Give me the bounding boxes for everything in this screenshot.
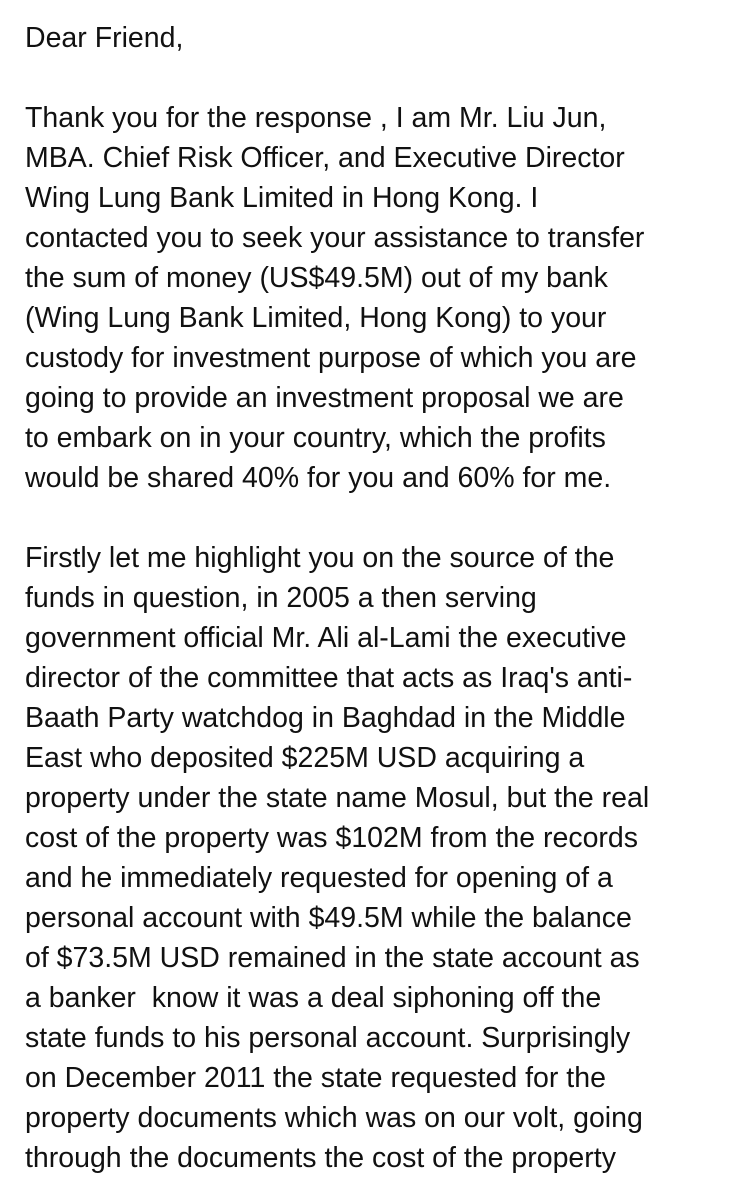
paragraph-gap — [25, 58, 737, 98]
paragraph-line: through the documents the cost of the property — [25, 1142, 616, 1174]
paragraph-line: and he immediately requested for opening of a — [25, 862, 613, 894]
email-greeting: Dear Friend, — [25, 22, 184, 54]
paragraph-line: East who deposited $225M USD acquiring a — [25, 742, 585, 774]
paragraph-line: Wing Lung Bank Limited in Hong Kong. I — [25, 182, 539, 214]
paragraph-line: personal account with $49.5M while the balance — [25, 902, 632, 934]
paragraph-gap — [25, 498, 737, 538]
paragraph-line: contacted you to seek your assistance to transfer — [25, 222, 645, 254]
paragraph-line: funds in question, in 2005 a then serving — [25, 582, 537, 614]
paragraph-line: (Wing Lung Bank Limited, Hong Kong) to your — [25, 302, 607, 334]
paragraph-line: property under the state name Mosul, but the real — [25, 782, 650, 814]
paragraph-line: Thank you for the response , I am Mr. Liu Jun, — [25, 102, 607, 134]
paragraph-line: Firstly let me highlight you on the source of the — [25, 542, 615, 574]
paragraph-line: cost of the property was $102M from the records — [25, 822, 639, 854]
paragraph-line: custody for investment purpose of which you are — [25, 342, 637, 374]
paragraph-line: would be shared 40% for you and 60% for me. — [25, 462, 612, 494]
email-paragraph-1 — [25, 98, 737, 498]
paragraph-line: of $73.5M USD remained in the state account as — [25, 942, 640, 974]
email-paragraph-2 — [25, 538, 737, 1178]
paragraph-line: a banker know it was a deal siphoning off the — [25, 982, 602, 1014]
paragraph-line: going to provide an investment proposal we are — [25, 382, 624, 414]
paragraph-line: property documents which was on our volt, going — [25, 1102, 643, 1134]
paragraph-line: to embark on in your country, which the profits — [25, 422, 606, 454]
paragraph-line: MBA. Chief Risk Officer, and Executive Director — [25, 142, 625, 174]
paragraph-line: the sum of money (US$49.5M) out of my bank — [25, 262, 608, 294]
paragraph-line: government official Mr. Ali al-Lami the executive — [25, 622, 627, 654]
paragraph-line: Baath Party watchdog in Baghdad in the Middle — [25, 702, 626, 734]
paragraph-line: state funds to his personal account. Surprisingly — [25, 1022, 631, 1054]
email-body — [25, 18, 737, 1178]
paragraph-line: director of the committee that acts as Iraq's anti- — [25, 662, 633, 694]
paragraph-line: on December 2011 the state requested for the — [25, 1062, 606, 1094]
